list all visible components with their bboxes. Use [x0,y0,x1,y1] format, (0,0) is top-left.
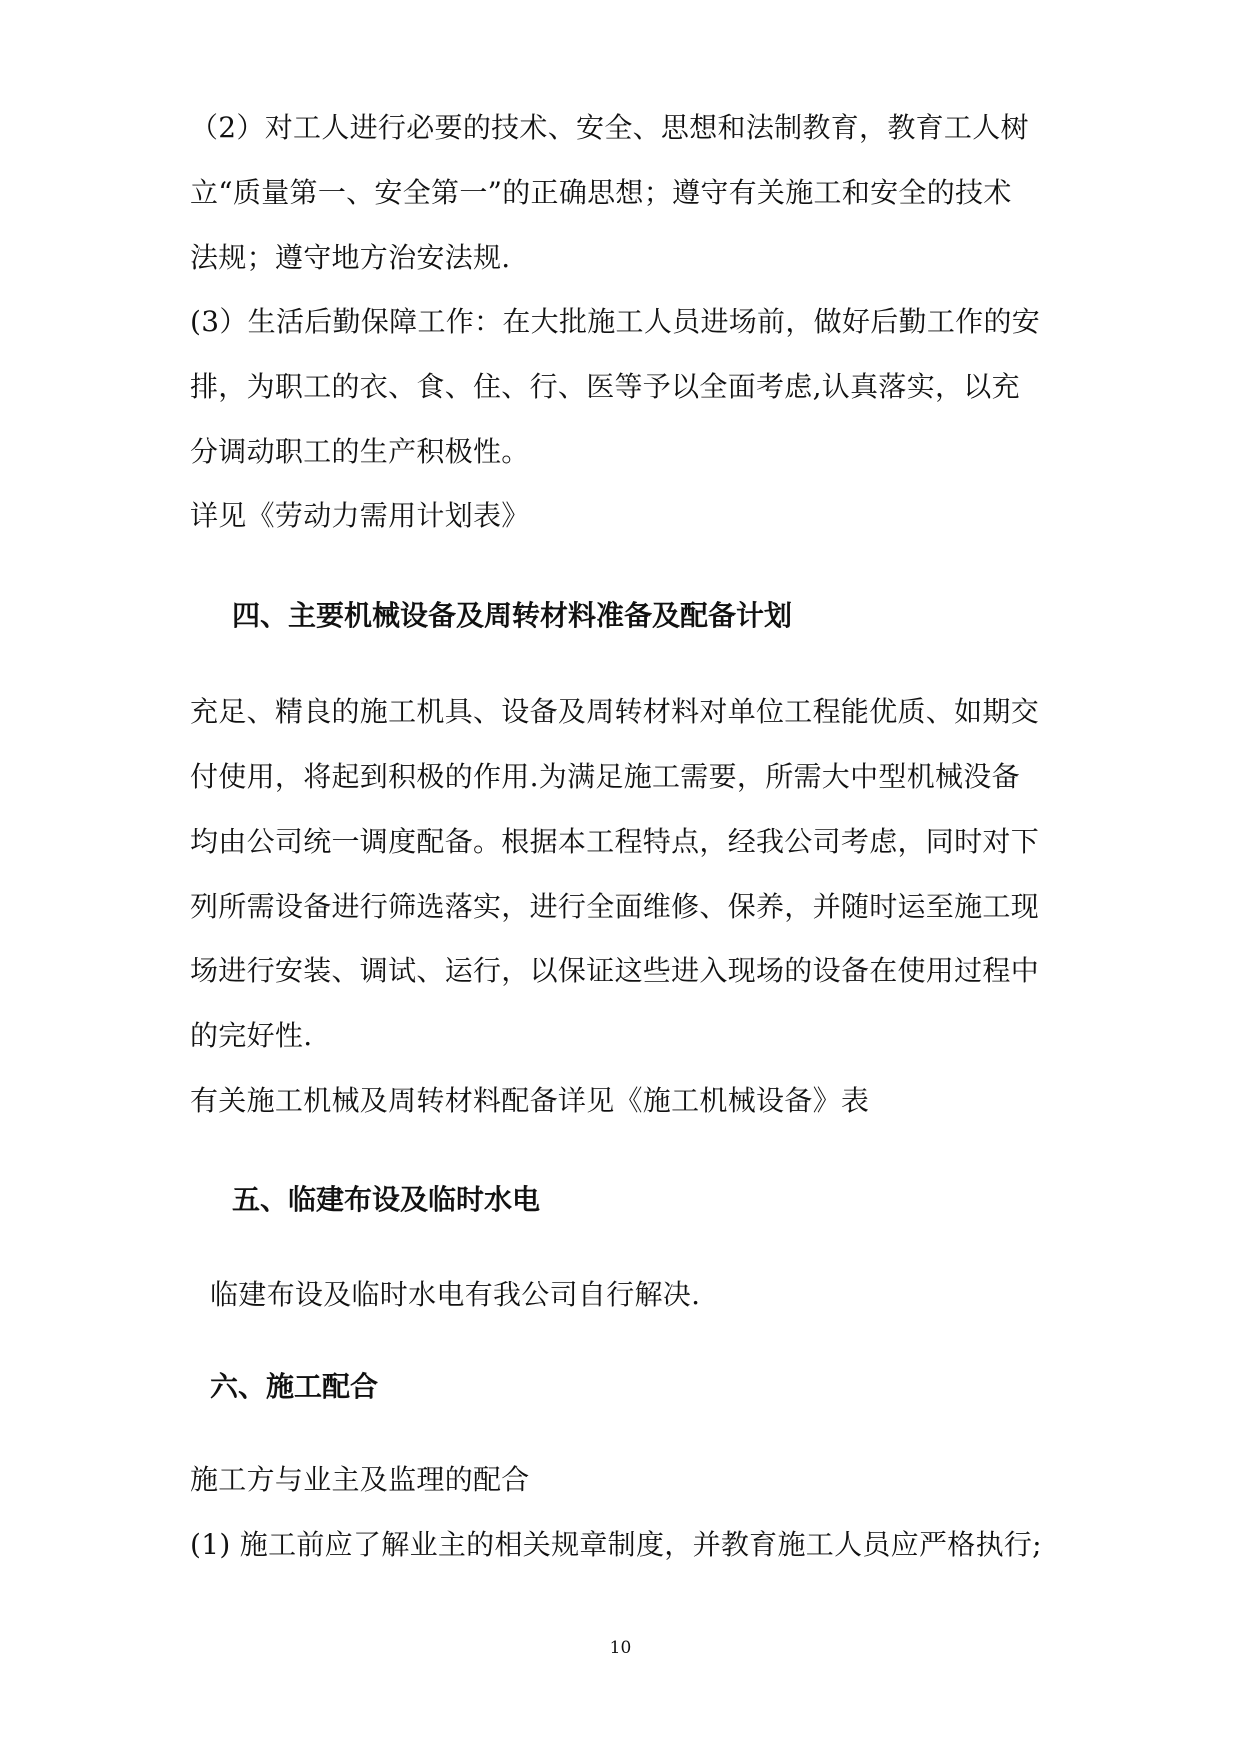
section-6-heading: 六、施工配合 [210,1370,379,1403]
paragraph-3-line-1: (3）生活后勤保障工作：在大批施工人员进场前，做好后勤工作的安 [190,305,1041,338]
section-4-line-3: 均由公司统一调度配备。根据本工程特点，经我公司考虑，同时对下 [190,825,1040,858]
section-4-line-6: 的完好性. [190,1019,313,1052]
paragraph-2-line-2: 立“质量第一、安全第一”的正确思想；遵守有关施工和安全的技术 [190,176,1012,209]
section-4-line-5: 场进行安装、调试、运行，以保证这些进入现场的设备在使用过程中 [190,954,1040,987]
section-4-line-4: 列所需设备进行筛选落实，进行全面维修、保养，并随时运至施工现 [190,890,1040,923]
section-5-line-1: 临建布设及临时水电有我公司自行解决. [210,1278,701,1311]
section-5-heading: 五、临建布设及临时水电 [232,1183,541,1216]
paragraph-2-line-1: （2）对工人进行必要的技术、安全、思想和法制教育，教育工人树 [190,111,1029,144]
labor-plan-reference: 详见《劳动力需用计划表》 [190,499,530,532]
paragraph-2-line-3: 法规；遵守地方治安法规. [190,241,511,274]
section-6-line-1: 施工方与业主及监理的配合 [190,1463,530,1496]
paragraph-3-line-3: 分调动职工的生产积极性。 [190,435,530,468]
section-4-line-2: 付使用，将起到积极的作用.为满足施工需要，所需大中型机械没备 [190,760,1020,793]
section-4-line-1: 充足、精良的施工机具、设备及周转材料对单位工程能优质、如期交 [190,695,1040,728]
section-4-heading: 四、主要机械设备及周转材料准备及配备计划 [232,599,793,632]
page-number: 10 [609,1638,632,1658]
equipment-table-reference: 有关施工机械及周转材料配备详见《施工机械设备》表 [190,1084,870,1117]
section-6-line-2: (1) 施工前应了解业主的相关规章制度，并教育施工人员应严格执行; [190,1528,1042,1561]
paragraph-3-line-2: 排，为职工的衣、食、住、行、医等予以全面考虑,认真落实，以充 [190,370,1020,403]
